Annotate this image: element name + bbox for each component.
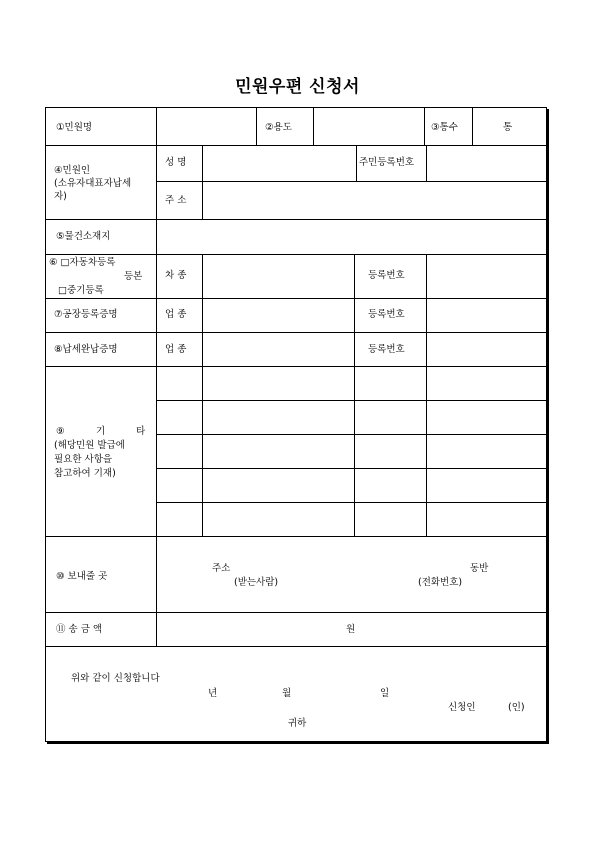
applicant-label: ④민원인 [54, 165, 91, 176]
row-divider [46, 612, 546, 613]
other-label: 타 [136, 426, 146, 437]
other-label: 기 [96, 426, 106, 437]
row-divider [46, 219, 546, 220]
row-divider [46, 145, 546, 146]
registration-number-label: 등록번호 [368, 270, 405, 281]
purpose-label: ②용도 [265, 122, 292, 133]
month-label: 월 [282, 688, 292, 699]
other-label-note: 참고하여 기재) [54, 468, 116, 479]
applicant-label-note: 자) [54, 191, 67, 202]
dong-label: 동반 [470, 563, 489, 574]
vehicle-registration-label: ⑥ □자동차등록 [49, 257, 116, 268]
factory-registration-label: ⑦공장등록증명 [54, 309, 118, 320]
applicant-signature-label: 신청인 [448, 702, 476, 713]
phone-number-label: (전화번호) [418, 577, 463, 588]
application-statement: 위와 같이 신청합니다 [71, 673, 160, 684]
registration-number-label: 등록번호 [368, 344, 405, 355]
copy-count-label: ③통수 [431, 122, 458, 133]
row-divider [46, 646, 546, 647]
row-divider [156, 434, 546, 435]
resident-number-label: 주민등록번호 [359, 157, 415, 168]
row-divider [46, 536, 546, 537]
vehicle-registration-label: 등본 [124, 271, 143, 282]
recipient-label: (받는사람) [234, 577, 279, 588]
send-to-label: ⑩ 보내줄 곳 [56, 571, 108, 582]
row-divider [46, 366, 546, 367]
column-divider [354, 254, 355, 536]
column-divider [313, 108, 314, 145]
column-divider [426, 145, 427, 181]
address-label: 주 소 [165, 195, 187, 206]
registration-number-label: 등록번호 [368, 309, 405, 320]
equipment-registration-label: □중기등록 [58, 285, 104, 296]
year-label: 년 [208, 688, 218, 699]
row-divider [156, 502, 546, 503]
row-divider [46, 254, 546, 255]
remittance-amount-label: ⑪ 송 금 액 [56, 624, 103, 635]
column-divider [356, 145, 357, 181]
column-divider [472, 108, 473, 145]
addressee-label: 귀하 [288, 718, 307, 729]
property-location-label: ⑤물건소재지 [56, 231, 111, 242]
column-divider [256, 108, 257, 145]
column-divider [202, 145, 203, 219]
column-divider [202, 254, 203, 536]
application-form [45, 107, 547, 742]
column-divider [424, 108, 425, 145]
business-type-label: 업 종 [165, 309, 187, 320]
row-divider [46, 332, 546, 333]
column-divider [426, 254, 427, 536]
other-label-note: 필요한 사항을 [54, 454, 113, 465]
column-divider [156, 108, 157, 646]
name-label: 성 명 [165, 157, 187, 168]
other-label: ⑨ [56, 426, 65, 437]
won-unit-label: 원 [346, 624, 356, 635]
day-label: 일 [380, 688, 390, 699]
vehicle-type-label: 차 종 [165, 270, 187, 281]
row-divider [156, 400, 546, 401]
page-title: 민원우편 신청서 [235, 77, 360, 97]
row-divider [46, 298, 546, 299]
civil-petition-name-label: ①민원명 [56, 122, 93, 133]
row-divider [156, 468, 546, 469]
other-label-note: (해당민원 발급에 [54, 440, 125, 451]
tax-payment-certificate-label: ⑧납세완납증명 [54, 344, 118, 355]
row-divider [156, 181, 546, 182]
seal-label: (인) [508, 702, 525, 713]
applicant-label-note: (소유자대표자납세 [54, 178, 132, 189]
send-address-label: 주소 [212, 563, 231, 574]
business-type-label: 업 종 [165, 344, 187, 355]
copy-unit-label: 통 [503, 122, 513, 133]
